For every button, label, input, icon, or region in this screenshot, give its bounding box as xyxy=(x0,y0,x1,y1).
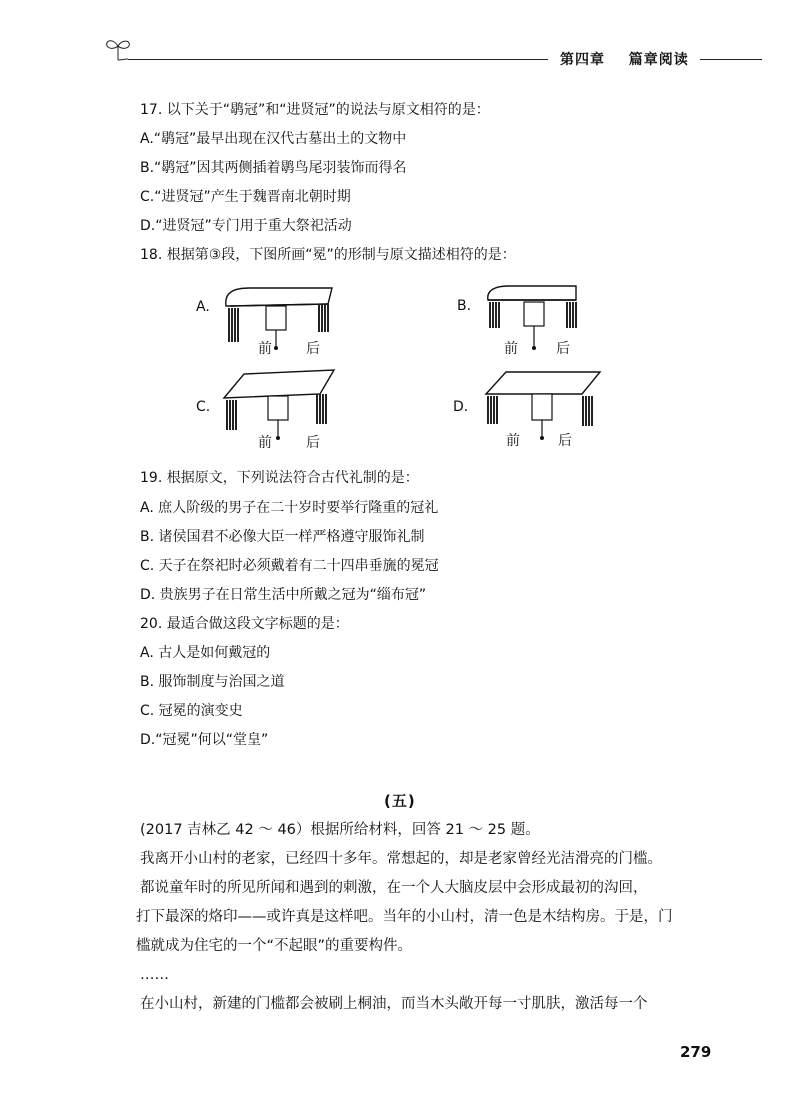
figure-c-crown xyxy=(220,368,370,451)
section-intro: (2017 吉林乙 42 ～ 46）根据所给材料，回答 21 ～ 25 题。 xyxy=(140,822,540,838)
figure-a-front-label: 前 xyxy=(258,341,272,357)
ellipsis: …… xyxy=(140,967,169,983)
q20-option-b: B. 服饰制度与治国之道 xyxy=(140,674,285,690)
crown-diagram-a xyxy=(220,282,370,362)
q17-option-b: B.“鹖冠”因其两侧插着鹖鸟尾羽装饰而得名 xyxy=(140,160,407,176)
figure-c-front-label: 前 xyxy=(258,435,272,451)
figure-d-back-label: 后 xyxy=(558,433,572,449)
paragraph-3: 在小山村，新建的门槛都会被刷上桐油，而当木头敞开每一寸肌肤，激活每一个 xyxy=(140,996,648,1012)
crown-diagram-b xyxy=(480,282,630,362)
figure-b-label: B. xyxy=(457,298,472,314)
q19-option-c: C. 天子在祭祀时必须戴着有二十四串垂旒的冕冠 xyxy=(140,558,439,574)
q20-option-d: D.“冠冕”何以“堂皇” xyxy=(140,732,269,748)
figure-d-front-label: 前 xyxy=(506,433,520,449)
figure-b-crown xyxy=(480,282,630,362)
header-rule-right xyxy=(700,59,762,60)
section-title: (五) xyxy=(384,792,416,810)
figure-a-back-label: 后 xyxy=(306,341,320,357)
q19-stem: 19. 根据原文，下列说法符合古代礼制的是： xyxy=(140,470,419,486)
running-header xyxy=(560,49,689,69)
figure-d-label: D. xyxy=(453,399,469,415)
q17-stem: 17. 以下关于“鹖冠”和“进贤冠”的说法与原文相符的是： xyxy=(140,102,490,118)
paragraph-2-line-1: 都说童年时的所见所闻和遇到的刺激，在一个人大脑皮层中会形成最初的沟回， xyxy=(140,880,648,896)
paragraph-2-line-2: 打下最深的烙印——或许真是这样吧。当年的小山村，清一色是木结构房。于是，门 xyxy=(136,909,673,925)
header-rule-left xyxy=(128,59,548,60)
q20-option-c: C. 冠冕的演变史 xyxy=(140,703,243,719)
q20-option-a: A. 古人是如何戴冠的 xyxy=(140,645,271,661)
q17-option-c: C.“进贤冠”产生于魏晋南北朝时期 xyxy=(140,189,351,205)
crown-diagram-c xyxy=(220,368,370,448)
q18-stem: 18. 根据第③段，下图所画“冕”的形制与原文描述相符的是： xyxy=(140,247,516,263)
figure-a-crown xyxy=(220,282,370,362)
figure-a-label: A. xyxy=(196,299,210,315)
chapter-label: 第四章 xyxy=(560,52,605,68)
paragraph-1: 我离开小山村的老家，已经四十多年。常想起的，却是老家曾经光洁滑亮的门槛。 xyxy=(140,851,662,867)
figure-b-back-label: 后 xyxy=(556,341,570,357)
q19-option-b: B. 诸侯国君不必像大臣一样严格遵守服饰礼制 xyxy=(140,529,425,545)
crown-diagram-d xyxy=(478,368,628,448)
q17-option-a: A.“鹖冠”最早出现在汉代古墓出土的文物中 xyxy=(140,131,407,147)
figure-c-label: C. xyxy=(196,399,211,415)
page-number: 279 xyxy=(680,1043,712,1061)
figure-b-front-label: 前 xyxy=(504,341,518,357)
figure-d-crown xyxy=(478,368,628,448)
chapter-title: 篇章阅读 xyxy=(628,52,689,68)
q20-stem: 20. 最适合做这段文字标题的是： xyxy=(140,616,349,632)
figure-c-back-label: 后 xyxy=(306,435,320,451)
q19-option-a: A. 庶人阶级的男子在二十岁时要举行隆重的冠礼 xyxy=(140,500,439,516)
paragraph-2-line-3: 槛就成为住宅的一个“不起眼”的重要构件。 xyxy=(136,938,413,954)
q19-option-d: D. 贵族男子在日常生活中所戴之冠为“缁布冠” xyxy=(140,587,427,603)
q17-option-d: D.“进贤冠”专门用于重大祭祀活动 xyxy=(140,218,352,234)
